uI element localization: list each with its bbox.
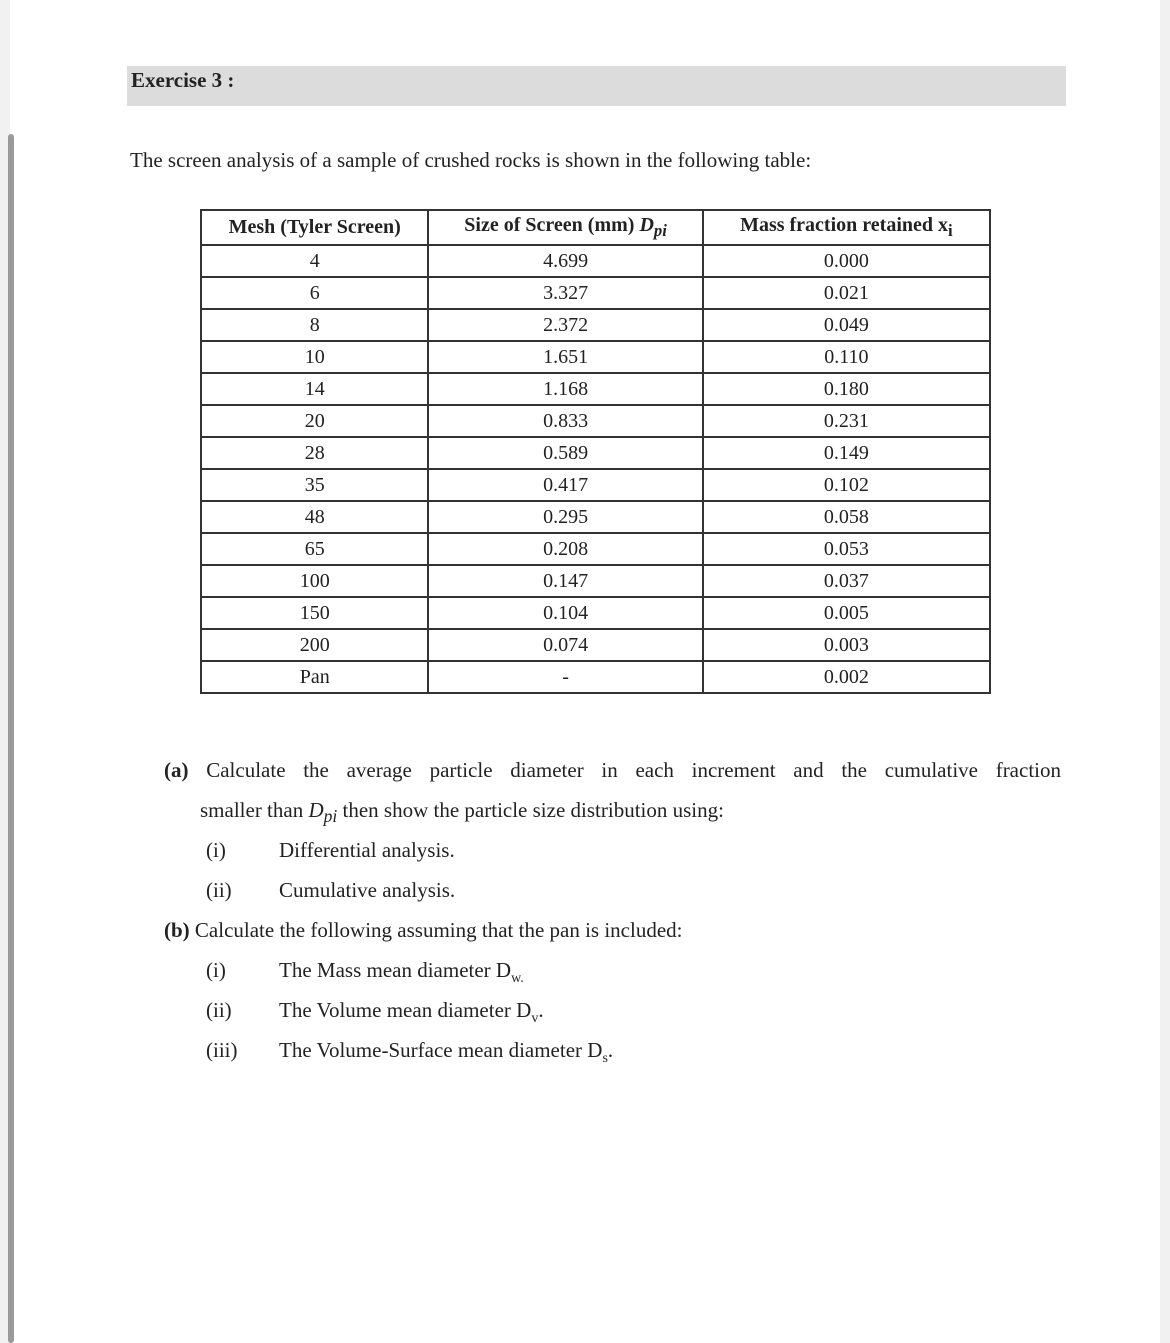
exercise-banner (127, 66, 1066, 106)
part-a-text: Calculate the average particle diameter in each increment and the cumulative fraction (206, 758, 1061, 782)
cell-size: 4.699 (428, 245, 702, 277)
table-row (201, 501, 990, 533)
header-mass: Mass fraction retained $x_i$ (703, 210, 990, 245)
part-a-continuation: smaller than $D_{pi}$ then show the particle size distribution using: (200, 798, 724, 827)
table-row (201, 373, 990, 405)
cell-size: 0.295 (428, 501, 702, 533)
cell-mass: 0.005 (703, 597, 990, 629)
table-body (201, 245, 990, 693)
part-b-line (164, 918, 683, 943)
cell-size: 0.208 (428, 533, 702, 565)
table-header-row (201, 210, 990, 245)
exercise-title: Exercise 3 : (131, 68, 235, 92)
header-mesh: Mesh (Tyler Screen) (201, 210, 428, 245)
cell-mass: 0.003 (703, 629, 990, 661)
table-row (201, 597, 990, 629)
cell-mesh: 100 (201, 565, 428, 597)
header-size: Size of Screen (mm) $D_{pi}$ (428, 210, 702, 245)
part-b-label: (b) (164, 918, 190, 942)
cell-mesh: 200 (201, 629, 428, 661)
cell-size: 1.168 (428, 373, 702, 405)
cell-mesh: 8 (201, 309, 428, 341)
document-page: Exercise 3 : The screen analysis of a sample of crushed rocks is shown in the following table: Mesh (Tyler Screen) Size of Screen (mm) $D_{pi}$ Mass fraction retained $x_i$ 4 4.699 0.000 6 3.327 0.021 8 2.372 0.049 10 1.651 0.110 14 1.168 0.180 20 0.833 0.231 28 0.589 0.149 35 0.417 0.102 48 0.295 0.058 65 0.208 0.053 100 0.147 0.037 150 0.104 0.005 200 0.074 0.003 Pan - 0.002 (a) Calculate the average particle diameter in each increment and the cumulative fraction smaller than $D_{pi}$ then show the particle size distribution using: (i) Differential analysis. (ii) Cumulative analysis. (b) Calculate the following assuming that the pan is included: (i) The Mass mean diameter $D_{w.}$ (ii) The Volume mean diameter $D_v$. (iii) The Volume-Surface mean diameter $D_s$. (10, 0, 1160, 1343)
cell-mass: 0.053 (703, 533, 990, 565)
cell-mass: 0.231 (703, 405, 990, 437)
cell-mesh: 28 (201, 437, 428, 469)
table-row (201, 533, 990, 565)
part-a-line (164, 758, 1061, 783)
cell-mass: 0.058 (703, 501, 990, 533)
table-row (201, 469, 990, 501)
cell-size: - (428, 661, 702, 693)
table-row (201, 405, 990, 437)
table-row (201, 341, 990, 373)
cell-mesh: 6 (201, 277, 428, 309)
cell-mass: 0.037 (703, 565, 990, 597)
cell-size: 0.417 (428, 469, 702, 501)
cell-size: 0.104 (428, 597, 702, 629)
part-a-label: (a) (164, 758, 189, 782)
table-row (201, 661, 990, 693)
cell-mesh: Pan (201, 661, 428, 693)
table-row (201, 629, 990, 661)
cell-size: 1.651 (428, 341, 702, 373)
cell-size: 0.589 (428, 437, 702, 469)
cell-size: 3.327 (428, 277, 702, 309)
cell-mesh: 35 (201, 469, 428, 501)
cell-mesh: 48 (201, 501, 428, 533)
cell-mass: 0.110 (703, 341, 990, 373)
cell-mass: 0.149 (703, 437, 990, 469)
cell-size: 0.074 (428, 629, 702, 661)
cell-size: 2.372 (428, 309, 702, 341)
table-row (201, 565, 990, 597)
table-row (201, 309, 990, 341)
cell-mass: 0.049 (703, 309, 990, 341)
screen-analysis-table (200, 209, 991, 694)
cell-mass: 0.000 (703, 245, 990, 277)
table-row (201, 437, 990, 469)
part-b-text: Calculate the following assuming that the pan is included: (194, 918, 683, 942)
cell-mass: 0.180 (703, 373, 990, 405)
cell-mesh: 20 (201, 405, 428, 437)
cell-mass: 0.102 (703, 469, 990, 501)
cell-mesh: 4 (201, 245, 428, 277)
cell-mass: 0.002 (703, 661, 990, 693)
cell-mesh: 14 (201, 373, 428, 405)
cell-size: 0.147 (428, 565, 702, 597)
cell-mass: 0.021 (703, 277, 990, 309)
intro-text: The screen analysis of a sample of crushed rocks is shown in the following table: (130, 148, 812, 172)
table-row (201, 277, 990, 309)
cell-mesh: 150 (201, 597, 428, 629)
cell-mesh: 10 (201, 341, 428, 373)
table-row (201, 245, 990, 277)
scrollbar[interactable] (8, 134, 14, 1343)
cell-size: 0.833 (428, 405, 702, 437)
cell-mesh: 65 (201, 533, 428, 565)
